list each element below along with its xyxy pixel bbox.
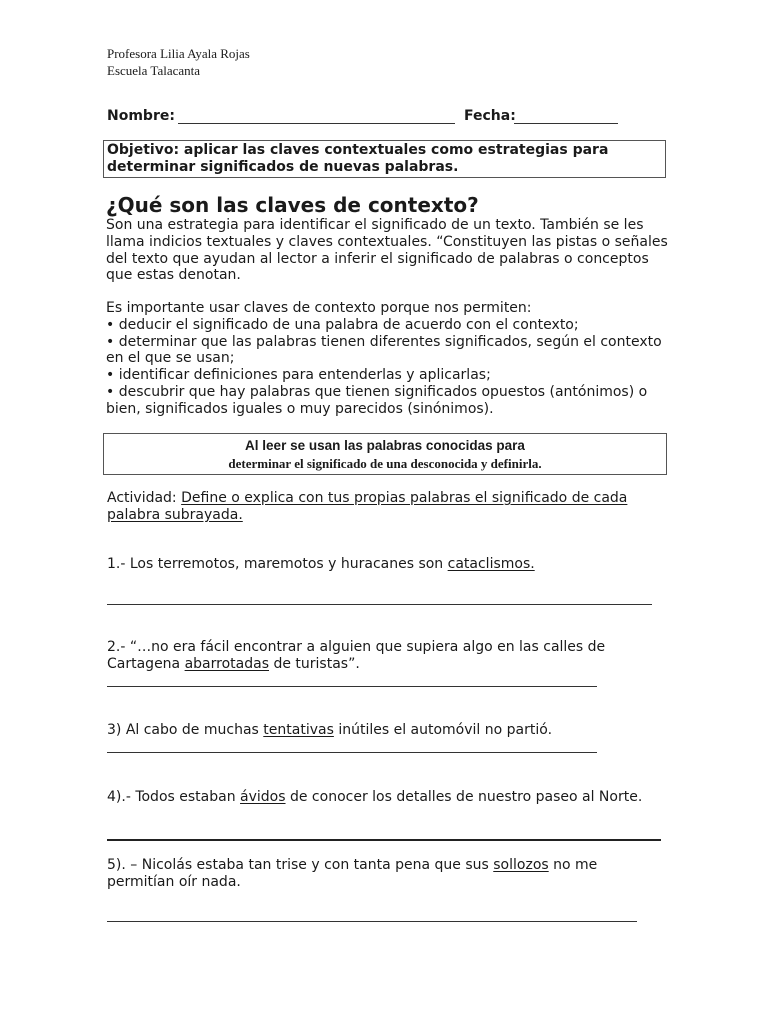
importance-line: • determinar que las palabras tienen diferentes significados, según el contexto: [106, 333, 662, 350]
callout-box: [103, 433, 667, 475]
objective-line-1: Objetivo: aplicar las claves contextuales como estrategias para: [107, 142, 609, 158]
school-name: Escuela Talacanta: [107, 63, 201, 78]
question-2-line-1: 2.- “…no era fácil encontrar a alguien que supiera algo en las calles de: [107, 639, 606, 655]
intro-line: Son una estrategia para identificar el significado de un texto. También se les: [106, 217, 644, 233]
target-word: tentativas: [263, 722, 334, 738]
importance-line: • deducir el significado de una palabra de acuerdo con el contexto;: [106, 316, 579, 333]
date-label: Fecha:: [464, 108, 516, 124]
question-text: 5). – Nicolás estaba tan trise y con tanta pena que sus: [107, 857, 494, 873]
activity-instruction: [107, 490, 627, 507]
activity-label: Actividad:: [107, 490, 182, 506]
name-field[interactable]: [178, 123, 455, 124]
callout-line-1: Al leer se usan las palabras conocidas para: [245, 438, 525, 453]
question-2-line-2: [107, 656, 667, 673]
objective-box: [103, 140, 666, 178]
objective-line-2: determinar significados de nuevas palabras.: [107, 159, 459, 175]
question-text: 4).- Todos estaban: [107, 789, 241, 805]
answer-line-3[interactable]: [107, 752, 597, 753]
answer-line-1[interactable]: [107, 604, 652, 605]
importance-paragraph: [106, 300, 666, 418]
intro-line: que estas denotan.: [106, 267, 241, 284]
question-5-line-1: [107, 857, 667, 874]
activity-text-line-2: palabra subrayada.: [107, 507, 243, 523]
question-1: [107, 556, 667, 573]
importance-line: • identificar definiciones para entenderlas y aplicarlas;: [106, 367, 491, 384]
answer-line-4[interactable]: [107, 839, 661, 841]
importance-line: bien, significados iguales o muy parecidos (sinónimos).: [106, 400, 494, 417]
activity-text: Define o explica con tus propias palabras el significado de cada: [181, 490, 628, 506]
date-field[interactable]: [514, 123, 618, 124]
importance-line: • descubrir que hay palabras que tienen significados opuestos (antónimos) o: [106, 383, 648, 400]
question-5-line-2: permitían oír nada.: [107, 874, 241, 890]
question-4: [107, 789, 667, 806]
callout-line-2: determinar el significado de una desconocida y definirla.: [228, 456, 542, 471]
teacher-name: Profesora Lilia Ayala Rojas: [107, 46, 250, 61]
question-text: Cartagena: [107, 656, 185, 672]
question-text: inútiles el automóvil no partió.: [333, 722, 553, 738]
question-text: 3) Al cabo de muchas: [107, 722, 264, 738]
answer-line-5[interactable]: [107, 921, 637, 922]
intro-paragraph: [106, 217, 666, 284]
intro-line: llama indicios textuales y claves contextuales. “Constituyen las pistas o señales: [106, 233, 668, 250]
question-3: [107, 722, 667, 739]
target-word: cataclismos.: [447, 556, 535, 572]
answer-line-2[interactable]: [107, 686, 597, 687]
name-label: Nombre:: [107, 108, 175, 124]
importance-line: Es importante usar claves de contexto porque nos permiten:: [106, 300, 532, 316]
question-text: 1.- Los terremotos, maremotos y huracanes son: [107, 556, 448, 572]
intro-line: del texto que ayudan al lector a inferir el significado de palabras o conceptos: [106, 250, 649, 267]
target-word: abarrotadas: [184, 656, 269, 672]
question-text: de conocer los detalles de nuestro paseo al Norte.: [285, 789, 643, 805]
question-text: de turistas”.: [269, 656, 360, 672]
target-word: sollozos: [493, 857, 549, 873]
question-text: no me: [548, 857, 598, 873]
target-word: ávidos: [240, 789, 286, 805]
importance-line: en el que se usan;: [106, 350, 235, 367]
section-title: ¿Qué son las claves de contexto?: [106, 193, 479, 217]
